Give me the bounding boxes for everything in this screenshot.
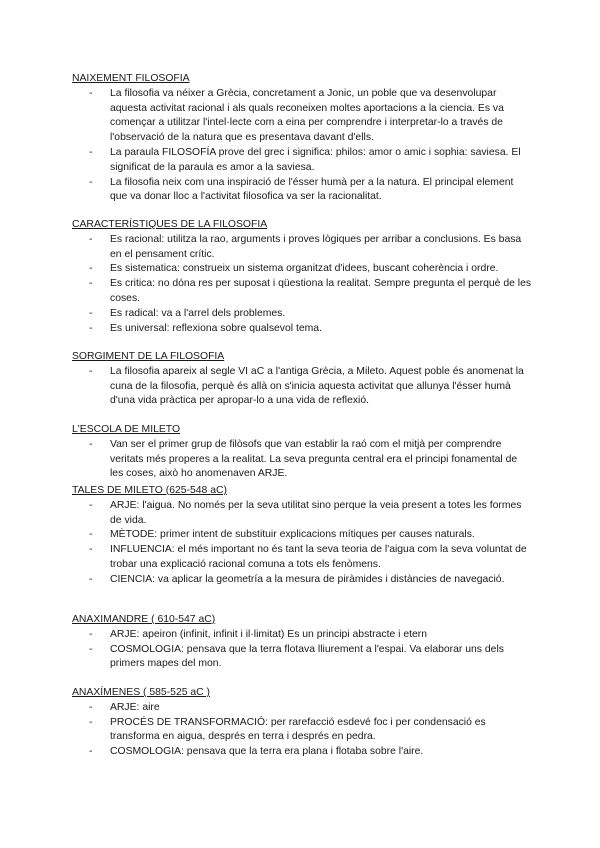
list-item: [72, 262, 532, 277]
bullet-dash: -: [89, 716, 93, 728]
list-item-text: Es universal: reflexiona sobre qualsevol tema.: [110, 322, 322, 334]
bullet-dash: -: [89, 643, 93, 655]
section-sorgiment: [72, 350, 532, 409]
bullet-dash: -: [89, 499, 93, 511]
bullet-list: [72, 701, 532, 760]
list-item-text: Es racional: utilitza la rao, arguments i proves lògiques per arribar a conclusions. Es basa en el pensament crític.: [110, 233, 522, 260]
list-item-text: Es sistematica: construeix un sistema organitzat d'idees, buscant coherència i ordre.: [110, 263, 499, 275]
list-item-text: Van ser el primer grup de filòsofs que van establir la raó com el mitjà per comprendre veritats més properes a la realitat. La seva pregunta central era el principi fonamental de les coses, això ho anomenaven ARJE.: [110, 438, 518, 480]
list-item: [72, 146, 532, 176]
bullet-list: [72, 87, 532, 205]
list-item: [72, 573, 532, 588]
bullet-dash: -: [89, 263, 93, 275]
bullet-dash: -: [89, 529, 93, 541]
list-item-text: PROCÉS DE TRANSFORMACIÓ: per rarefacció esdevé foc i per condensació es transforma en aigua, després en terra i després en pedra.: [110, 716, 486, 743]
list-item-text: La paraula FILOSOFÍA prove del grec i significa: philos: amor o amic i sophia: saviesa. El significat de la paraula es amor a la saviesa.: [110, 146, 521, 173]
section-anaximandre: [72, 613, 532, 672]
list-item-text: La filosofia apareix al segle VI aC a l'antiga Grècia, a Mileto. Aquest poble és anomenat la cuna de la filosofia, perquè és allà on s'inicia aquesta activitat que allunya l'ésser humà d'una vida pràctica per apropar-lo a una vida de reflexió.: [110, 365, 524, 407]
list-item: [72, 628, 532, 643]
bullet-dash: -: [89, 146, 93, 158]
list-item-text: CIENCIA: va aplicar la geometría a la mesura de piràmides i distàncies de navegació.: [110, 573, 505, 585]
bullet-list: [72, 365, 532, 409]
bullet-dash: -: [89, 628, 93, 640]
section-heading: TALES DE MILETO (625-548 aC): [72, 485, 227, 496]
bullet-dash: -: [89, 233, 93, 245]
list-item: [72, 438, 532, 482]
section-heading: ANAXIMANDRE ( 610-547 aC): [72, 614, 216, 625]
list-item-text: ARJE: l'aigua. No només per la seva utilitat sino perque la veia present a totes les formes de vida.: [110, 499, 522, 526]
list-item: [72, 322, 532, 337]
list-item: [72, 277, 532, 307]
list-item: [72, 701, 532, 716]
section-heading: L'ESCOLA DE MILETO: [72, 424, 181, 435]
bullet-list: [72, 438, 532, 482]
bullet-list: [72, 233, 532, 337]
section-anaximenes: [72, 686, 532, 760]
list-item-text: MÈTODE: primer intent de substituir explicacions mítiques per causes naturals.: [110, 529, 475, 541]
section-heading: NAIXEMENT FILOSOFIA: [72, 73, 190, 84]
list-item-text: La filosofia va néixer a Grècia, concretament a Jonic, un poble que va desenvolupar aquesta activitat racional i als quals reconeixen moltes aportacions a la ciencia. Es va començar a utilitzar l'intel·lecte com a eina per comprendre i interpretar-lo a través de l'observació de la natura que es presentava davant d'ells.: [110, 87, 504, 144]
list-item: [72, 307, 532, 322]
list-item: [72, 543, 532, 573]
section-heading: ANAXÍMENES ( 585-525 aC ): [72, 687, 211, 698]
bullet-list: [72, 499, 532, 588]
list-item: [72, 87, 532, 146]
bullet-dash: -: [89, 573, 93, 585]
bullet-dash: -: [89, 307, 93, 319]
section-caracteristiques: [72, 218, 532, 336]
list-item: [72, 233, 532, 263]
bullet-dash: -: [89, 87, 93, 99]
section-escola-mileto: [72, 423, 532, 482]
bullet-dash: -: [89, 701, 93, 713]
list-item: [72, 528, 532, 543]
list-item: [72, 176, 532, 206]
list-item-text: COSMOLOGIA: pensava que la terra era plana i flotaba sobre l'aire.: [110, 746, 424, 758]
list-item: [72, 643, 532, 673]
bullet-dash: -: [89, 746, 93, 758]
section-naixement: [72, 72, 532, 205]
list-item: [72, 745, 532, 760]
bullet-dash: -: [89, 322, 93, 334]
bullet-dash: -: [89, 438, 93, 450]
list-item-text: INFLUENCIA: el més important no és tant la seva teoria de l'aigua com la seva voluntat de trobar una explicació racional comuna a tots els fenòmens.: [110, 544, 527, 570]
list-item: [72, 365, 532, 409]
list-item-text: COSMOLOGIA: pensava que la terra flotava lliurement a l'espai. Va elaborar uns dels primers mapes del mon.: [110, 643, 504, 670]
list-item: [72, 499, 532, 529]
bullet-dash: -: [89, 278, 93, 290]
section-tales: [72, 484, 532, 588]
bullet-list: [72, 628, 532, 672]
bullet-dash: -: [89, 544, 93, 556]
bullet-dash: -: [89, 176, 93, 188]
bullet-dash: -: [89, 365, 93, 377]
list-item-text: Es radical: va a l'arrel dels problemes.: [110, 307, 286, 319]
list-item-text: ARJE: apeiron (infinit, infinit i il·limitat) Es un principi abstracte i etern: [110, 628, 428, 640]
section-heading: SORGIMENT DE LA FILOSOFIA: [72, 351, 225, 362]
list-item-text: La filosofia neix com una inspiració de l'ésser humà per a la natura. El principal element que va donar lloc a l'activitat filosofica va ser la racionalitat.: [110, 176, 514, 203]
list-item-text: Es critica: no dóna res per suposat i qüestiona la realitat. Sempre pregunta el perquè de les coses.: [110, 278, 532, 304]
section-heading: CARACTERÍSTIQUES DE LA FILOSOFIA: [72, 219, 268, 230]
list-item-text: ARJE: aire: [110, 701, 160, 713]
list-item: [72, 716, 532, 746]
